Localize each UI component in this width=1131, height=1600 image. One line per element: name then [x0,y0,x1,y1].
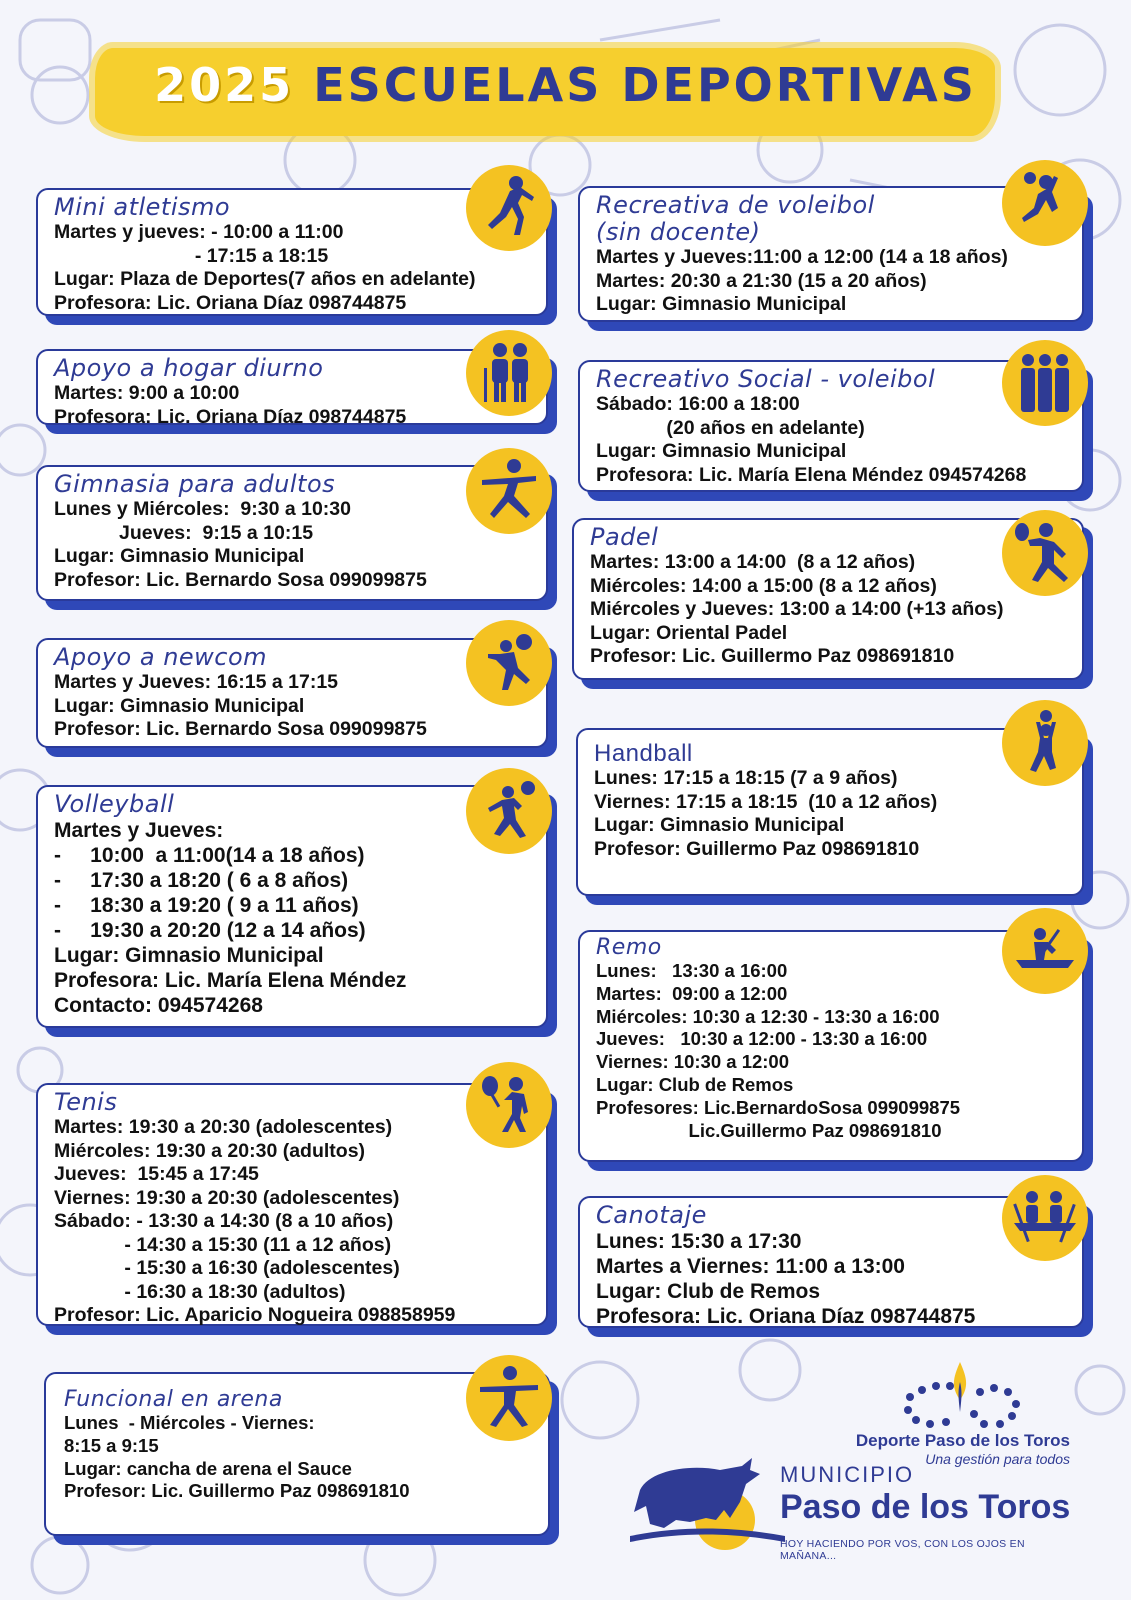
card-line: Miércoles: 10:30 a 12:30 - 13:30 a 16:00 [596,1005,940,1027]
card-line: - 15:30 a 16:30 (adolescentes) [54,1257,400,1279]
card-line: Profesora: Lic. Oriana Díaz 098744875 [54,291,407,314]
card-line: Martes y jueves: - 10:00 a 11:00 [54,221,344,243]
card-line: Profesora: Lic. Oriana Díaz 098744875 [596,1305,976,1328]
card-title: Apoyo a newcom [54,643,268,671]
card-line: Lugar: Club de Remos [596,1073,794,1095]
card-line: - 19:30 a 20:20 (12 a 14 años) [54,919,366,942]
card-line: Martes y Jueves:11:00 a 12:00 (14 a 18 años) [596,246,1008,268]
card-title: Tenis [54,1088,118,1116]
card-line: Profesor: Lic. Guillermo Paz 098691810 [590,645,955,667]
card-line: - 17:30 a 18:20 ( 6 a 8 años) [54,869,349,892]
municipio-name: Paso de los Toros [780,1488,1071,1526]
card-line: Lugar: Club de Remos [596,1280,821,1303]
card-line: Profesor: Lic. Bernardo Sosa 099099875 [54,568,427,591]
card-line: Lugar: Gimnasio Municipal [54,694,305,717]
card-title: Funcional en arena [64,1387,283,1412]
card-line: Lugar: Gimnasio Municipal [594,814,845,836]
deporte-name: Deporte Paso de los Toros [855,1431,1070,1450]
card-title: Apoyo a hogar diurno [54,354,324,382]
card-line: Sábado: - 13:30 a 14:30 (8 a 10 años) [54,1210,394,1232]
card-line: - 16:30 a 18:30 (adultos) [54,1280,346,1303]
card-line: Martes: 19:30 a 20:30 (adolescentes) [54,1116,393,1138]
card-line: Sábado: 16:00 a 18:00 [596,393,800,415]
team-icon [1002,340,1088,426]
elderly-couple-icon [466,330,552,416]
card-line: Profesora: Lic. Oriana Díaz 098744875 [54,405,407,428]
card-line: Lugar: Gimnasio Municipal [596,293,847,315]
card-line: Martes: 9:00 a 10:00 [54,382,240,404]
card-line: Martes: 20:30 a 21:30 (15 a 20 años) [596,269,927,292]
municipio-slogan: HOY HACIENDO POR VOS, CON LOS OJOS EN MAÑANA... [780,1538,1025,1562]
card-title: Canotaje [596,1201,707,1229]
municipio-label: MUNICIPIO [780,1462,915,1487]
card-line: Lunes - Miércoles - Viernes: [64,1412,315,1433]
card-line: Profesor: Lic. Aparicio Nogueira 098858959 [54,1304,456,1326]
bull-logo-icon [620,1440,790,1550]
card-line: Viernes: 10:30 a 12:00 [596,1051,790,1073]
card-line: Lunes: 13:30 a 16:00 [596,960,788,981]
card-line: Martes a Viernes: 11:00 a 13:00 [596,1255,905,1278]
card-line: Profesores: Lic.BernardoSosa 099099875 [596,1096,961,1118]
card-line: - 14:30 a 15:30 (11 a 12 años) [54,1233,392,1256]
deporte-tagline: Una gestión para todos [925,1451,1070,1467]
canoe-icon [1002,1175,1088,1261]
card-line: - 18:30 a 19:20 ( 9 a 11 años) [54,894,359,917]
card-line: Martes y Jueves: 16:15 a 17:15 [54,671,339,693]
card-line: - 10:00 a 11:00(14 a 18 años) [54,844,365,867]
card-line: Lugar: Gimnasio Municipal [54,545,305,567]
card-line: Lugar: cancha de arena el Sauce [64,1457,352,1479]
card-title: Volleyball [54,790,175,818]
stretch-icon [466,1355,552,1441]
gymnast-icon [466,448,552,534]
spike-player-icon [1002,160,1088,246]
card-line: Lunes: 17:15 a 18:15 (7 a 9 años) [594,767,898,789]
municipio-brand [780,1462,1080,1562]
card-line: - 17:15 a 18:15 [54,244,329,267]
runner-icon [466,165,552,251]
ball-player-icon [466,620,552,706]
card-line: Lugar: Plaza de Deportes(7 años en adelante) [54,268,476,290]
card-line: Jueves: 9:15 a 10:15 [54,521,314,544]
card-title: Recreativa de voleibol (sin docente) [596,191,875,246]
card-line: Lic.Guillermo Paz 098691810 [596,1119,942,1141]
card-line: Viernes: 19:30 a 20:30 (adolescentes) [54,1186,400,1209]
card-line: Lugar: Oriental Padel [590,621,788,644]
card-line: Profesor: Lic. Bernardo Sosa 099099875 [54,718,427,740]
padel-player-icon [1002,510,1088,596]
page-title [0,58,1131,112]
card-line: Profesor: Guillermo Paz 098691810 [594,837,920,860]
card-title: Padel [590,523,659,551]
title-year: 2025 [154,58,295,112]
volleyball-player-icon [466,768,552,854]
card-line: Jueves: 10:30 a 12:00 - 13:30 a 16:00 [596,1028,928,1050]
rowing-icon [1002,908,1088,994]
title-text: ESCUELAS DEPORTIVAS [313,58,977,112]
card-line: Miércoles y Jueves: 13:00 a 14:00 (+13 años) [590,598,1004,620]
card-line: Lugar: Gimnasio Municipal [596,440,847,462]
card-line: Profesor: Lic. Guillermo Paz 098691810 [64,1480,410,1502]
card-title: Gimnasia para adultos [54,470,336,498]
card-line: Martes: 13:00 a 14:00 (8 a 12 años) [590,551,916,573]
card-title: Mini atletismo [54,193,231,221]
card-line: Martes y Jueves: [54,819,224,842]
card-line: Profesora: Lic. María Elena Méndez [54,969,407,992]
card-title: Remo [596,935,662,960]
card-line: Miércoles: 19:30 a 20:30 (adultos) [54,1139,366,1162]
card-title: Handball [594,740,693,767]
card-line: Jueves: 15:45 a 17:45 [54,1163,259,1185]
card-line: Lunes y Miércoles: 9:30 a 10:30 [54,498,351,520]
card-line: Lugar: Gimnasio Municipal [54,944,324,967]
card-line: Viernes: 17:15 a 18:15 (10 a 12 años) [594,790,938,813]
handball-player-icon [1002,700,1088,786]
tennis-player-icon [466,1062,552,1148]
card-line: Martes: 09:00 a 12:00 [596,982,788,1004]
card-line: Lunes: 15:30 a 17:30 [596,1230,802,1253]
card-line: Profesora: Lic. María Elena Méndez 094574268 [596,463,1027,486]
card-line: Contacto: 094574268 [54,994,263,1017]
card-title: Recreativo Social - voleibol [596,365,936,393]
card-line: 8:15 a 9:15 [64,1434,159,1456]
card-line: (20 años en adelante) [596,416,865,439]
card-line: Miércoles: 14:00 a 15:00 (8 a 12 años) [590,574,937,597]
